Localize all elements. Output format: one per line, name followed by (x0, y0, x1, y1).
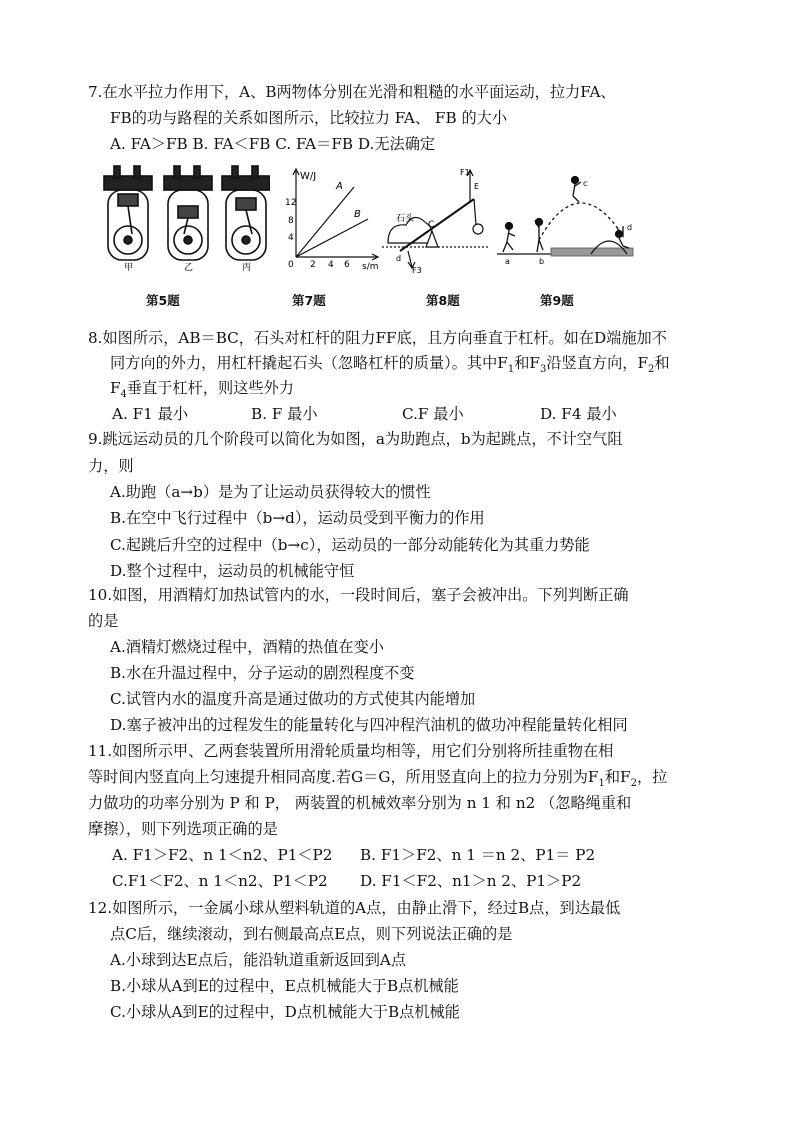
caption-q7: 第7题 (292, 293, 326, 308)
q9-line1: 9.跳远运动员的几个阶段可以简化为如图，a为助跑点，b为起跳点，不计空气阻 (88, 430, 623, 448)
q12-option-a: A.小球到达E点后，能沿轨道重新返回到A点 (110, 951, 407, 969)
q8-line2: 同方向的外力，用杠杆撬起石头（忽略杠杆的质量）。其中$F_1$和$F_3$沿竖直方向，$F_2$和 (110, 354, 670, 376)
engine-label-jia: 甲 (124, 263, 134, 272)
stone-label: 石头 (396, 214, 415, 224)
lever-figure (382, 165, 492, 277)
ytick-4: 4 (288, 233, 294, 243)
engine-yi (164, 166, 212, 260)
q11-line2: 等时间内竖直向上匀速提升相同高度.若G＝G，所用竖直向上的拉力分别为$F_1$和$F_2$，拉 (88, 768, 668, 790)
e-label: E (474, 182, 480, 191)
jump-label-b: b (539, 257, 545, 266)
ytick-12: 12 (285, 198, 297, 208)
caption-q5: 第5题 (146, 293, 180, 308)
point-d-label: d (396, 254, 402, 263)
q12-option-b: B.小球从A到E的过程中，E点机械能大于B点机械能 (110, 977, 459, 995)
q12-option-c: C.小球从A到E的过程中，D点机械能大于B点机械能 (110, 1003, 460, 1021)
engine-bing (222, 166, 270, 260)
series-b-line (296, 219, 368, 257)
caption-q9: 第9题 (540, 293, 574, 308)
q9-option-d: D.整个过程中，运动员的机械能守恒 (110, 562, 355, 580)
q9-line2: 力，则 (88, 457, 134, 475)
q10-option-d: D.塞子被冲出的过程发生的能量转化与四冲程汽油机的做功冲程能量转化相同 (110, 716, 628, 734)
q11-line4: 摩擦），则下列选项正确的是 (88, 820, 278, 838)
q9-option-b: B.在空中飞行过程中（b→d），运动员受到平衡力的作用 (110, 509, 485, 527)
q11-option-c: C.F1＜F2、n 1＜n2、P1＜P2 (112, 872, 328, 890)
series-a-line (296, 187, 354, 257)
q11-line1: 11.如图所示甲、乙两套装置所用滑轮质量均相等，用它们分别将所挂重物在相 (88, 742, 614, 760)
q7-line1: 7.在水平拉力作用下，A、B两物体分别在光滑和粗糙的水平面运动，拉力FA、 (88, 83, 616, 101)
jump-label-c: c (583, 179, 588, 188)
q7-line2: FB的功与路程的关系如图所示，比较拉力 FA、 FB 的大小 (110, 109, 508, 127)
q12-line1: 12.如图所示，一金属小球从塑料轨道的A点，由静止滑下，经过B点，到达最低 (88, 899, 621, 917)
graph-ylabel: W/J (300, 171, 317, 182)
q9-option-a: A.助跑（a→b）是为了让运动员获得较大的惯性 (110, 483, 431, 501)
q8-line1: 8.如图所示，AB＝BC，石头对杠杆的阻力FF底，且方向垂直于杠杆。如在D端施加不 (88, 329, 667, 347)
q7-options: A. FA＞FB B. FA＜FB C. FA＝FB D.无法确定 (110, 135, 436, 153)
series-a-label: A (336, 181, 343, 192)
q8-option-a: A. F1 最小 (112, 405, 189, 423)
graph-xlabel: s/m (362, 262, 379, 270)
xtick-4: 4 (328, 260, 334, 270)
q10-option-b: B.水在升温过程中，分子运动的剧烈程度不变 (110, 664, 415, 682)
q11-option-b: B. F1＞F2、n 1 ＝n 2、P1＝ P2 (360, 846, 596, 864)
q8-line3: $F_4$垂直于杠杆，则这些外力 (110, 379, 294, 401)
ytick-8: 8 (288, 216, 294, 226)
q12-line2: 点C后，继续滚动，到右侧最高点E点，则下列说法正确的是 (110, 925, 513, 943)
xtick-0: 0 (288, 260, 294, 270)
q11-line3: 力做功的功率分别为 P 和 P， 两装置的机械效率分别为 n 1 和 n2 （忽略绳重和 (88, 794, 632, 812)
q10-line2: 的是 (88, 612, 119, 630)
jump-label-a: a (505, 257, 510, 266)
q10-option-c: C.试管内水的温度升高是通过做功的方式使其内能增加 (110, 690, 476, 708)
engine-label-bing: 丙 (242, 263, 252, 272)
xtick-6: 6 (344, 260, 350, 270)
f1-label: F1 (460, 168, 470, 177)
q10-line1: 10.如图，用酒精灯加热试管内的水，一段时间后，塞子会被冲出。下列判断正确 (88, 586, 629, 604)
jump-label-d: d (627, 223, 633, 232)
engine-jia (104, 166, 152, 260)
engine-figure (100, 162, 270, 272)
q11-option-d: D. F1＜F2、n1＞n 2、P1＞P2 (360, 872, 582, 890)
series-b-label: B (354, 209, 361, 220)
f3-label: F3 (412, 266, 422, 275)
work-distance-graph (282, 165, 382, 270)
long-jump-figure (495, 170, 635, 268)
q9-option-c: C.起跳后升空的过程中（b→c），运动员的一部分动能转化为其重力势能 (110, 536, 590, 554)
q10-option-a: A.酒精灯燃烧过程中，酒精的热值在变小 (110, 638, 384, 656)
point-c-label: C (428, 220, 435, 230)
q8-option-b: B. F 最小 (251, 405, 318, 423)
engine-label-yi: 乙 (184, 263, 194, 272)
q8-option-d: D. F4 最小 (540, 405, 617, 423)
q8-option-c: C.F 最小 (402, 405, 464, 423)
q11-option-a: A. F1＞F2、n 1＜n2、P1＜P2 (112, 846, 333, 864)
caption-q8: 第8题 (426, 293, 460, 308)
xtick-2: 2 (310, 260, 316, 270)
